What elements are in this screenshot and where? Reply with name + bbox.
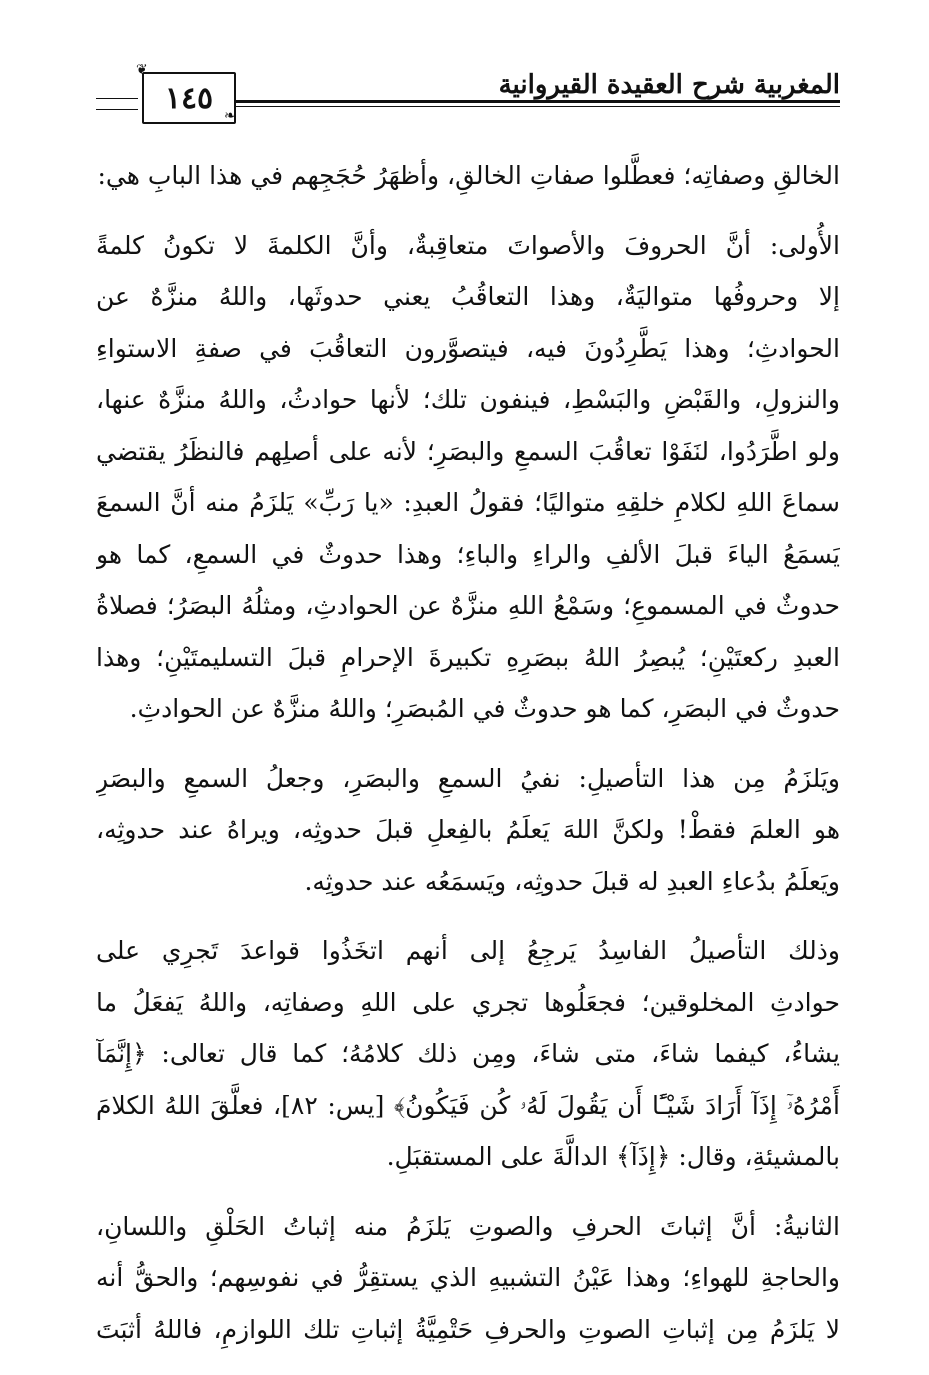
text-line: هو العلمَ فقطْ! ولكنَّ اللهَ يَعلَمُ بالفِعلِ قبلَ حدوثِه، ويراهُ عند حدوثِه، [96, 815, 840, 844]
text-line: لا يَلزَمُ مِن إثباتِ الصوتِ والحرفِ حَتْمِيَّةُ إثباتِ تلك اللوازمِ، فاللهُ أثبَتَ [96, 1314, 840, 1344]
paragraph [96, 1201, 840, 1356]
text-line: حوادثِ المخلوقين؛ فجعَلُوها تجري على اللهِ وصفاتِه، واللهُ يَفعَلُ ما [96, 987, 840, 1017]
text-line: الأُولى: أنَّ الحروفَ والأصواتَ متعاقِبةٌ، وأنَّ الكلمةَ لا تكونُ كلمةً [96, 230, 840, 260]
paragraph [96, 925, 840, 1183]
page-header [96, 62, 840, 132]
text-line: ويَلزَمُ مِن هذا التأصيلِ: نفيُ السمعِ والبصَرِ، وجعلُ السمعِ والبصَرِ [96, 763, 840, 793]
text-line: سماعَ اللهِ لكلامِ خلقِهِ متواليًا؛ فقولُ العبدِ: «يا رَبِّ» يَلزَمُ منه أنَّ السمعَ [96, 488, 840, 517]
text-line: والنزولِ، والقَبْضِ والبَسْطِ، فينفون تلك؛ لأنها حوادثُ، واللهُ منزَّهٌ عنها، [96, 385, 840, 414]
text-line: ولو اطَّرَدُوا، لنَفَوْا تعاقُبَ السمعِ والبصَرِ؛ لأنه على أصلِهم فالنظَرُ يقتضي [96, 436, 840, 466]
text-line: الحوادثِ؛ وهذا يَطَّرِدُونَ فيه، فيتصوَّرون التعاقُبَ في صفةِ الاستواءِ [96, 333, 840, 363]
header-rule-thin [236, 106, 840, 107]
text-line: العبدِ ركعتَيْنِ؛ يُبصِرُ اللهُ ببصَرِهِ تكبيرةَ الإحرامِ قبلَ التسليمتَيْنِ؛ وهذا [96, 642, 840, 672]
ornament-icon: ❦ [136, 62, 148, 78]
text-line: الثانيةُ: أنَّ إثباتَ الحرفِ والصوتِ يَلزَمُ منه إثباتُ الحَلْقِ واللسانِ، [96, 1211, 840, 1241]
text-line: أَمْرُهُۥٓ إِذَآ أَرَادَ شَيْـًٔا أَن يَقُولَ لَهُۥ كُن فَيَكُونُ﴾ [يس: ٨٢]، فعلَّقَ اللهُ الكلامَ [96, 1090, 840, 1120]
text-line: الخالقِ وصفاتِه؛ فعطَّلوا صفاتِ الخالقِ، وأظهَرُ حُجَجِهم في هذا البابِ هي: [97, 161, 840, 190]
text-line: بالمشيئةِ، وقال: ﴿إِذَآ﴾ الدالَّةَ على المستقبَلِ. [386, 1142, 840, 1171]
running-title: المغربية شرح العقيدة القيروانية [498, 70, 840, 100]
page-number-box [142, 72, 236, 124]
page-body [96, 150, 840, 1355]
text-line: إلا وحروفُها متواليَةٌ، وهذا التعاقُبُ يعني حدوثَها، واللهُ منزَّهٌ عن [96, 282, 840, 311]
ornament-icon: ❧ [224, 108, 236, 124]
paragraph [96, 753, 840, 908]
paragraph [96, 150, 840, 202]
header-rule-thick [236, 100, 840, 103]
text-line: يَسمَعُ الياءَ قبلَ الألفِ والراءِ والباءِ؛ وهذا حدوثٌ في السمعِ، كما هو [96, 539, 840, 569]
text-line: حدوثٌ في المسموعِ؛ وسَمْعُ اللهِ منزَّهٌ عن الحوادثِ، ومثلُهُ البصَرُ؛ فصلاةُ [96, 591, 840, 620]
header-rule-left [96, 98, 138, 110]
text-line: ويَعلَمُ بدُعاءِ العبدِ له قبلَ حدوثِه، ويَسمَعُه عند حدوثِه. [304, 866, 840, 896]
text-line: يشاءُ، كيفما شاءَ، متى شاءَ، ومِن ذلك كلامُهُ؛ كما قال تعالى: ﴿إِنَّمَآ [96, 1039, 840, 1068]
text-line: والحاجةِ للهواءِ؛ وهذا عَيْنُ التشبيهِ الذي يستقِرُّ في نفوسِهم؛ والحقُّ أنه [96, 1263, 840, 1292]
page-number: ١٤٥ [164, 80, 214, 116]
paragraph [96, 220, 840, 735]
text-line: حدوثٌ في البصَرِ، كما هو حدوثٌ في المُبصَرِ؛ واللهُ منزَّهٌ عن الحوادثِ. [129, 694, 840, 723]
text-line: وذلك التأصيلُ الفاسِدُ يَرجِعُ إلى أنهم اتخَذُوا قواعدَ تَجرِي على [96, 936, 840, 965]
